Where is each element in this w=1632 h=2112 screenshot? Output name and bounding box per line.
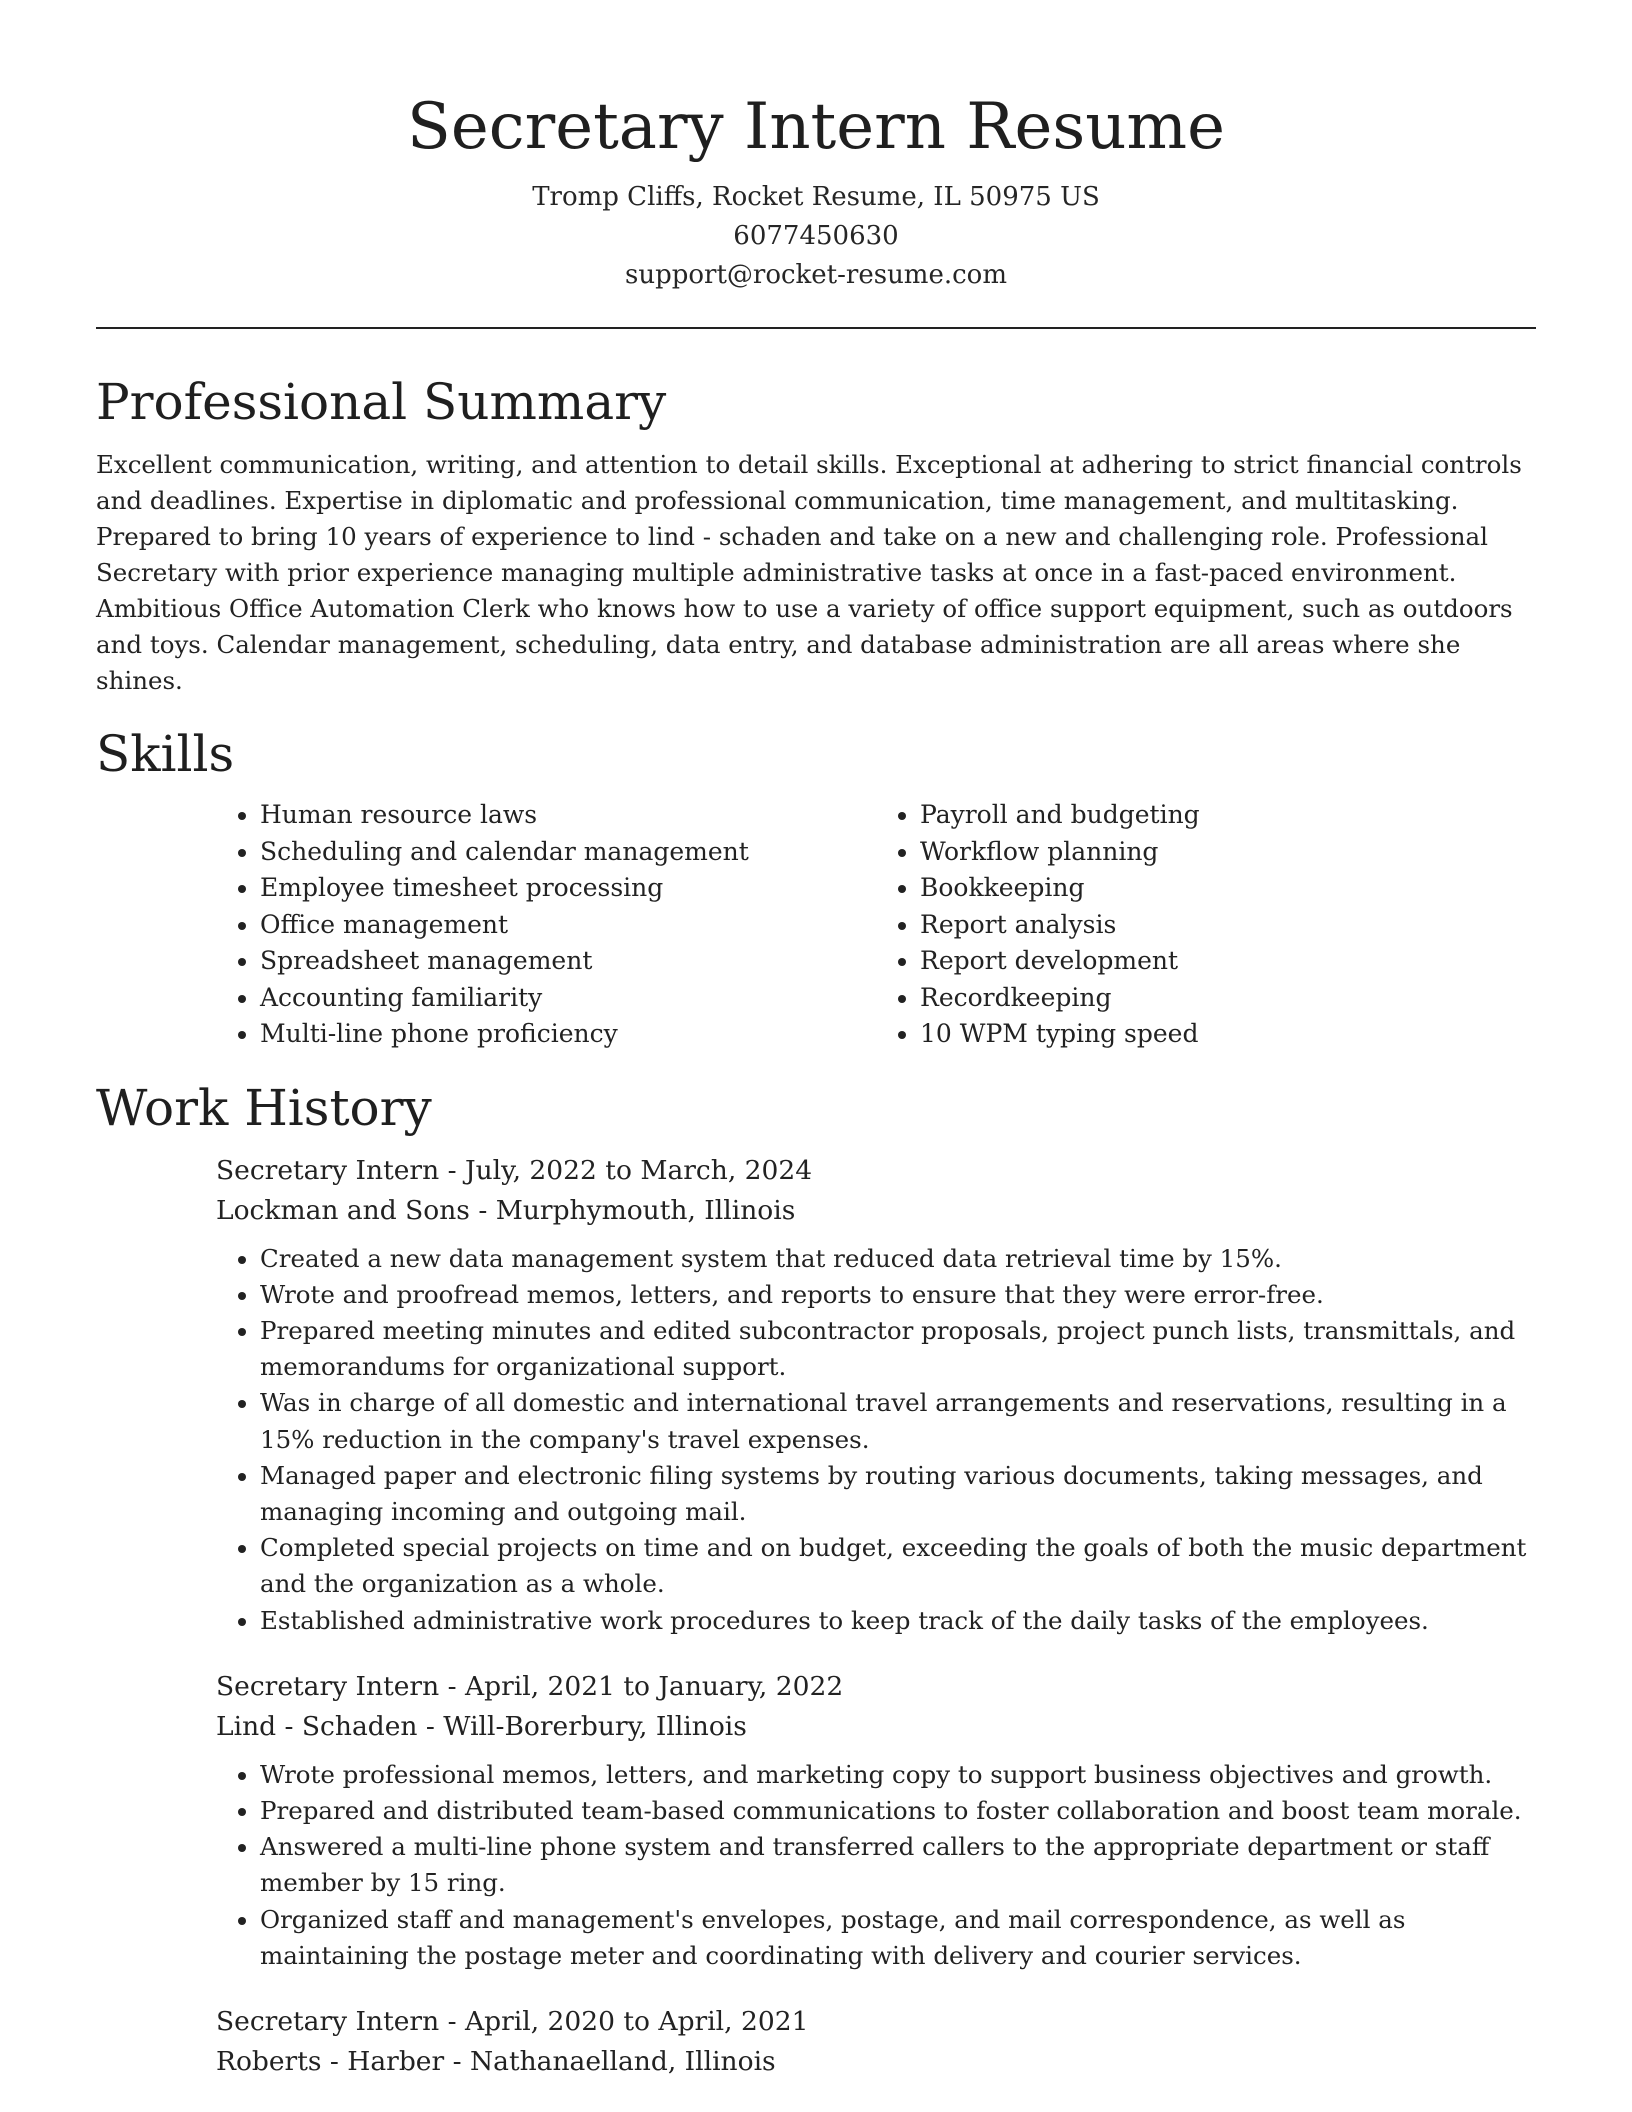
skill-item: • Report analysis	[920, 907, 1536, 944]
contact-address: Tromp Cliffs, Rocket Resume, IL 50975 US	[532, 182, 1100, 212]
job-company-line: Roberts - Harber - Nathanaelland, Illinois	[216, 2045, 776, 2077]
job-entry	[216, 1667, 1536, 1974]
job-company: Lockman and Sons	[216, 1194, 470, 1226]
skills-heading: Skills	[96, 725, 235, 783]
job-bullet: • Was in charge of all domestic and international travel arrangements and reservations, resulting in a 15% reduction in the company's travel expenses.	[260, 1385, 1536, 1457]
work-history-section	[96, 1075, 1536, 2082]
work-history-heading: Work History	[96, 1078, 432, 1137]
contact-phone: 6077450630	[733, 221, 899, 251]
skill-item: • Human resource laws	[260, 797, 876, 834]
skill-item: • 10 WPM typing speed	[920, 1016, 1536, 1053]
job-bullet: • Wrote professional memos, letters, and marketing copy to support business objectives and growth.	[260, 1757, 1536, 1793]
job-company-line: Lind - Schaden - Will-Borerbury, Illinois	[216, 1710, 747, 1742]
job-dates: April, 2021 to January, 2022	[464, 1670, 844, 1702]
job-bullet: • Prepared and distributed team-based communications to foster collaboration and boost team morale.	[260, 1793, 1536, 1829]
job-bullet: • Wrote and proofread memos, letters, and reports to ensure that they were error-free.	[260, 1277, 1536, 1313]
job-bullet: • Organized staff and management's envelopes, postage, and mail correspondence, as well as maintaining the postage meter and coordinating with delivery and courier services.	[260, 1902, 1536, 1974]
job-title-line: Secretary Intern - April, 2020 to April, 2021	[216, 2005, 809, 2037]
job-entry	[216, 1151, 1536, 1639]
skill-item: • Accounting familiarity	[260, 980, 876, 1017]
resume-title: Secretary Intern Resume	[407, 90, 1225, 164]
skill-item: • Workflow planning	[920, 834, 1536, 871]
skills-list-right	[876, 797, 1536, 1053]
skill-item: • Scheduling and calendar management	[260, 834, 876, 871]
job-dates: July, 2022 to March, 2024	[464, 1154, 813, 1186]
contact-email: support@rocket-resume.com	[624, 260, 1007, 290]
skill-item: • Office management	[260, 907, 876, 944]
skill-item: • Employee timesheet processing	[260, 870, 876, 907]
skill-item: • Payroll and budgeting	[920, 797, 1536, 834]
job-bullet-list	[216, 1241, 1536, 1639]
job-location: Will-Borerbury, Illinois	[443, 1710, 747, 1742]
skills-list-left	[216, 797, 876, 1053]
job-bullet: • Completed special projects on time and on budget, exceeding the goals of both the music department and the organization as a whole.	[260, 1530, 1536, 1602]
skill-item: • Recordkeeping	[920, 980, 1536, 1017]
job-bullet: • Managed paper and electronic filing systems by routing various documents, taking messages, and managing incoming and outgoing mail.	[260, 1458, 1536, 1530]
skill-item: • Report development	[920, 943, 1536, 980]
job-title: Secretary Intern	[216, 1670, 440, 1702]
job-entry	[216, 2002, 1536, 2082]
job-title-line: Secretary Intern - April, 2021 to January, 2022	[216, 1670, 844, 1702]
resume-page	[96, 0, 1536, 2082]
skills-columns	[216, 797, 1536, 1053]
job-company: Roberts - Harber	[216, 2045, 445, 2077]
job-dates: April, 2020 to April, 2021	[464, 2005, 809, 2037]
job-bullet: • Prepared meeting minutes and edited subcontractor proposals, project punch lists, transmittals, and memorandums for organizational support.	[260, 1313, 1536, 1385]
resume-header	[96, 0, 1536, 295]
job-title: Secretary Intern	[216, 1154, 440, 1186]
job-company-line: Lockman and Sons - Murphymouth, Illinois	[216, 1194, 796, 1226]
job-title: Secretary Intern	[216, 2005, 440, 2037]
contact-block	[96, 178, 1536, 295]
skill-item: • Bookkeeping	[920, 870, 1536, 907]
job-location: Nathanaelland, Illinois	[469, 2045, 776, 2077]
job-bullet-list	[216, 1757, 1536, 1974]
job-title-line: Secretary Intern - July, 2022 to March, 2024	[216, 1154, 813, 1186]
summary-section	[96, 369, 1536, 699]
summary-heading: Professional Summary	[96, 373, 667, 431]
job-location: Murphymouth, Illinois	[495, 1194, 796, 1226]
header-divider	[96, 327, 1536, 329]
skill-item: • Spreadsheet management	[260, 943, 876, 980]
job-bullet: • Answered a multi-line phone system and transferred callers to the appropriate department or staff member by 15 ring.	[260, 1829, 1536, 1901]
skill-item: • Multi-line phone proficiency	[260, 1016, 876, 1053]
job-bullet: • Established administrative work procedures to keep track of the daily tasks of the employees.	[260, 1603, 1536, 1639]
skills-section	[96, 721, 1536, 1053]
job-bullet: • Created a new data management system that reduced data retrieval time by 15%.	[260, 1241, 1536, 1277]
summary-text: Excellent communication, writing, and attention to detail skills. Exceptional at adhering to strict financial controls and deadlines. Expertise in diplomatic and professional communication, time management, and multitasking. Prepared to bring 10 years of experience to lind - schaden and take on a new and challenging role. Professional Secretary with prior experience managing multiple administrative tasks at once in a fast-paced environment. Ambitious Office Automation Clerk who knows how to use a variety of office support equipment, such as outdoors and toys. Calendar management, scheduling, data entry, and database administration are all areas where she shines.	[96, 450, 1522, 695]
job-company: Lind - Schaden	[216, 1710, 418, 1742]
